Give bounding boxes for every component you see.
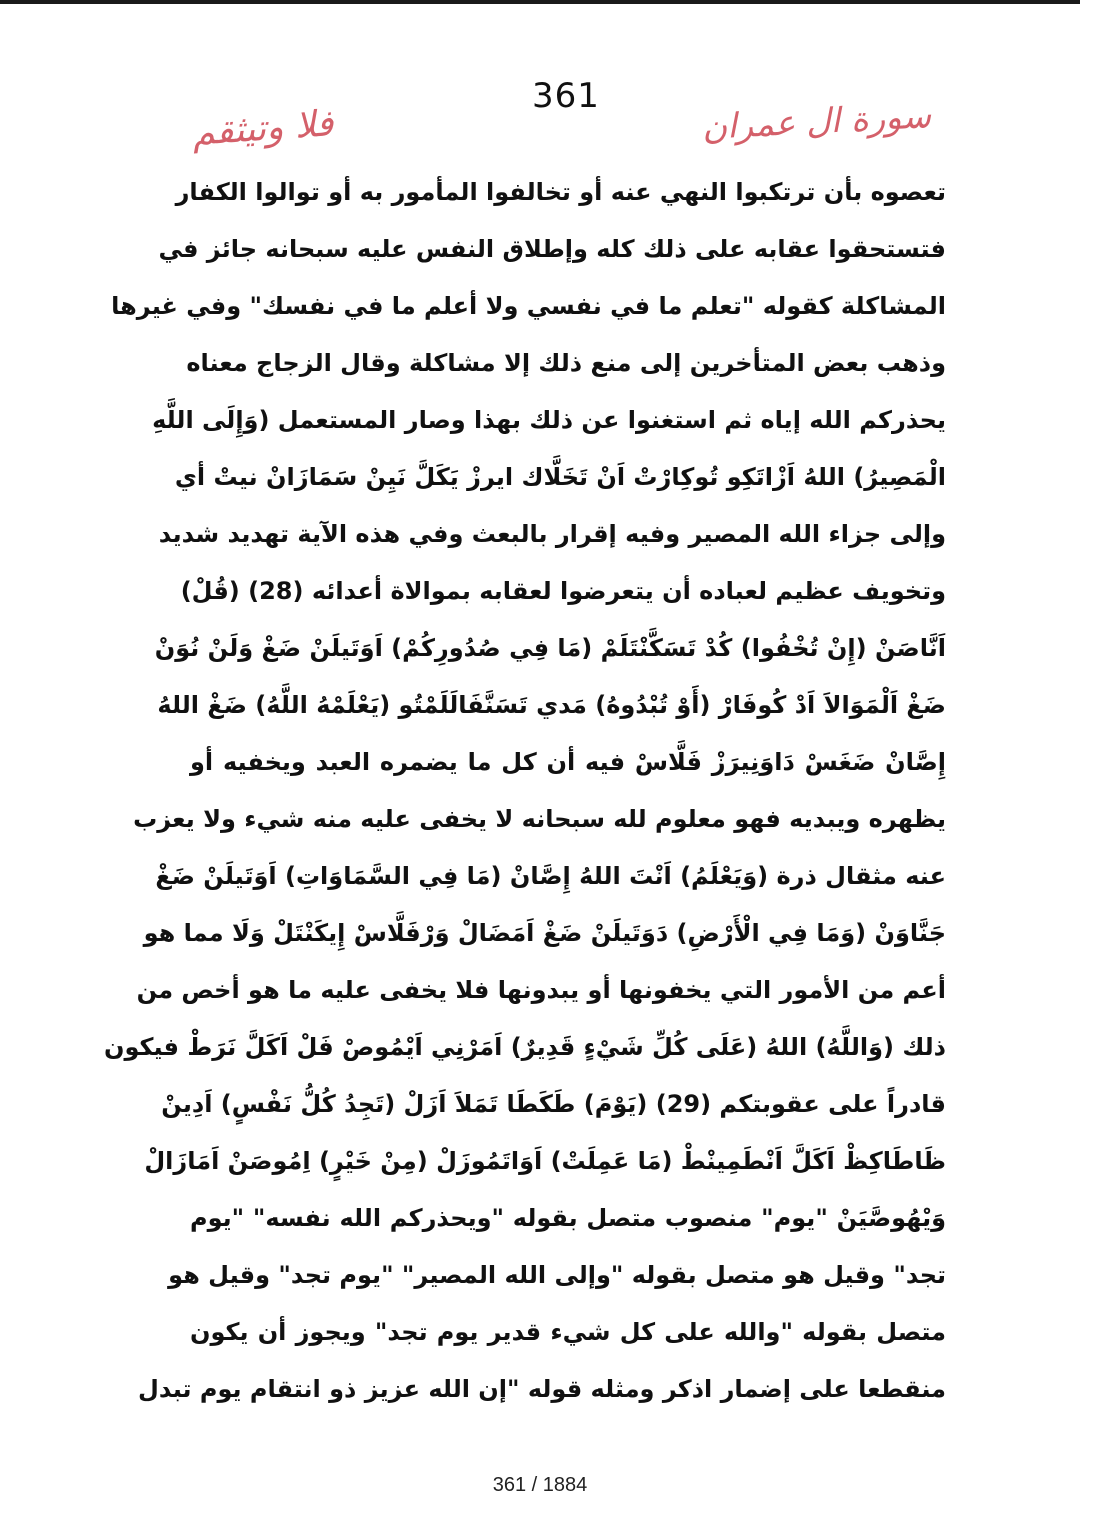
text-line: وتخويف عظيم لعباده أن يتعرضوا لعقابه بموالاة أعدائه (28) (قُلْ) (180, 577, 946, 605)
text-line: تجد" وقيل هو متصل بقوله "وإلى الله المصير" "يوم تجد" وقيل هو (168, 1261, 946, 1289)
handwritten-note-right: سورة ال عمران (701, 96, 933, 148)
text-line: وذهب بعض المتأخرين إلى منع ذلك إلا مشاكلة وقال الزجاج معناه (186, 349, 946, 377)
text-line: أعم من الأمور التي يخفونها أو يبدونها فلا يخفى عليه ما هو أخص من (136, 976, 946, 1004)
text-line: يحذركم الله إياه ثم استغنوا عن ذلك بهذا وصار المستعمل (وَإِلَى اللَّهِ (152, 406, 946, 434)
page-number: 361 (532, 76, 600, 116)
text-line: فتستحقوا عقابه على ذلك كله وإطلاق النفس عليه سبحانه جائز في (158, 235, 946, 263)
text-line: ذلك (وَاللَّهُ) اللهُ (عَلَى كُلِّ شَيْءٍ قَدِيرٌ) اَمَرْنِي اَيْمُوصْ فَلْ اَكَلَّ نَرَطْ فيكون (103, 1033, 946, 1061)
text-line: الْمَصِيرُ) اللهُ اَزْاتَكِو تُوكِارْتْ اَنْ تَخَلَّاك ايرزْ يَكَلَّ نَيِنْ سَمَازَانْ نيتْ أي (174, 463, 946, 491)
text-line: جَنَّاوَنْ (وَمَا فِي الْأَرْضِ) دَوَتَيلَنْ ضَغْ اَمَضَالْ وَرْفَلَّاسْ إِيكَنْتَلْ وَلَا مما هو (143, 919, 946, 947)
page-counter: 361 / 1884 (492, 1474, 588, 1496)
text-line: وإلى جزاء الله المصير وفيه إقرار بالبعث وفي هذه الآية تهديد شديد (158, 520, 946, 548)
text-line: منقطعا على إضمار اذكر ومثله قوله "إن الله عزيز ذو انتقام يوم تبدل (138, 1375, 946, 1403)
handwritten-note-left: فلا وتيثقم (190, 103, 335, 154)
text-line: يظهره ويبديه فهو معلوم لله سبحانه لا يخفى عليه منه شيء ولا يعزب (133, 805, 946, 833)
text-line: عنه مثقال ذرة (وَيَعْلَمُ) اَنْتَ اللهُ إِصَّانْ (مَا فِي السَّمَاوَاتِ) اَوَتَيلَنْ ضَغْ (155, 862, 946, 890)
text-line: وَيْهُوصَّيَنْ "يوم" منصوب متصل بقوله "ويحذركم الله نفسه" "يوم (190, 1204, 946, 1232)
text-line: ظَاطَاكِظْ اَكَلَّ اَنْطَمِينْطْ (مَا عَمِلَتْ) اَوَاتَمُوزَلْ (مِنْ خَيْرٍ) اِمُوصَنْ اَمَازَالْ (144, 1147, 946, 1175)
text-line: قادراً على عقوبتكم (29) (يَوْمَ) طَكَطَا تَمَلاَ اَزَلْ (تَجِدُ كُلُّ نَفْسٍ) اَدِينْ (161, 1090, 946, 1118)
text-line: المشاكلة كقوله "تعلم ما في نفسي ولا أعلم ما في نفسك" وفي غيرها (111, 292, 946, 320)
body-text (103, 164, 946, 1418)
text-line: متصل بقوله "والله على كل شيء قدير يوم تجد" ويجوز أن يكون (190, 1318, 946, 1346)
text-line: اَنَّاصَنْ (إِنْ تُخْفُوا) كُدْ تَسَكَّنْتَلَمْ (مَا فِي صُدُورِكُمْ) اَوَتَيلَنْ ضَغْ وَلَنْ نُوَنْ (154, 634, 946, 662)
text-line: تعصوه بأن ترتكبوا النهي عنه أو تخالفوا المأمور به أو توالوا الكفار (175, 178, 946, 206)
text-line: ضَغْ اَلْمَوَالاَ اَدْ كُوفَارْ (أَوْ تُبْدُوهُ) مَدي تَسَنَّفَالَلَمْتُو (يَعْلَمْهُ اللَّهُ) ضَغْ اللهُ (157, 691, 946, 719)
text-line: إِصَّانْ ضَغَسْ دَاوَنِيرَزْ فَلَّاسْ فيه أن كل ما يضمره العبد ويخفيه أو (190, 748, 946, 776)
